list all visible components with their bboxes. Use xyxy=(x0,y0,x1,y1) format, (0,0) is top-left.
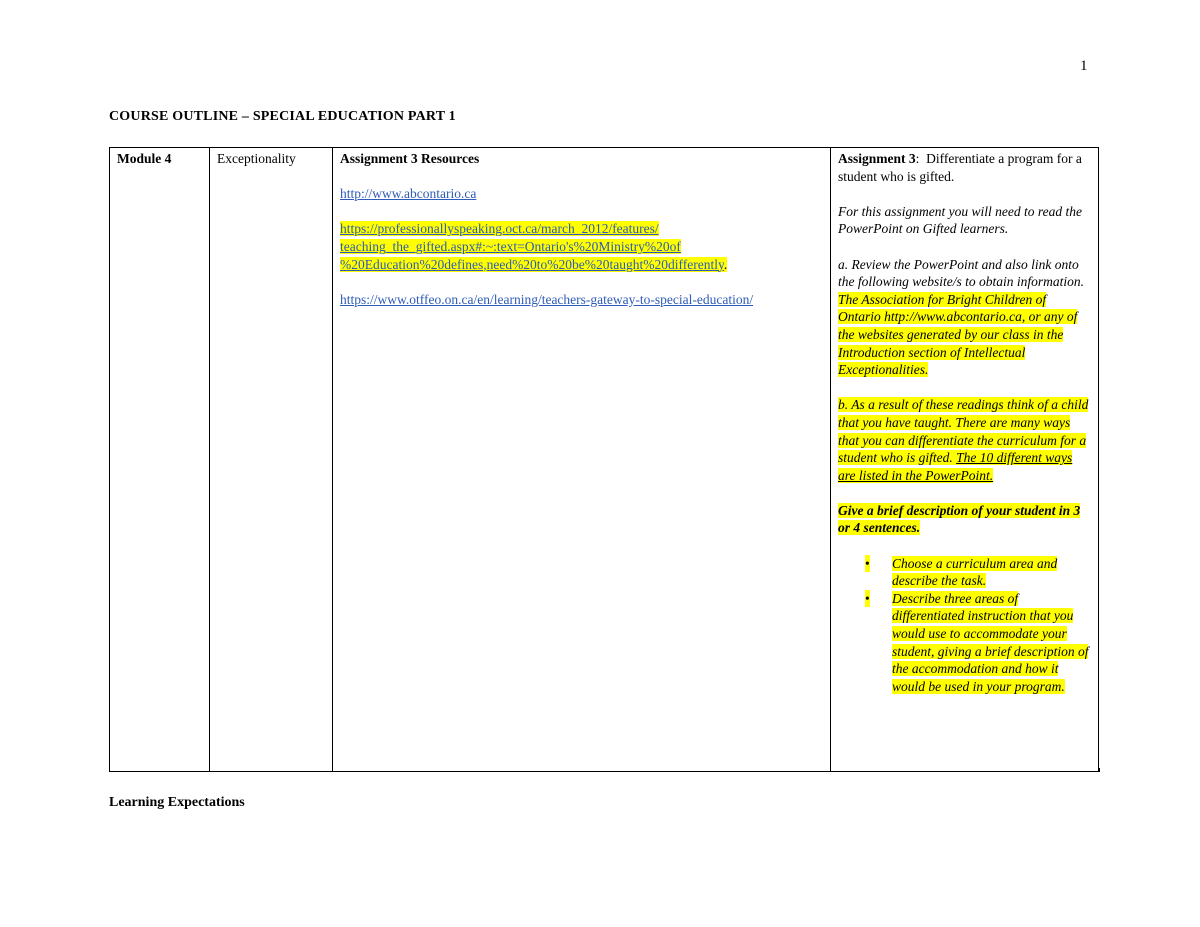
assignment-title-text: Differentiate a program for a student who is gifted. xyxy=(838,151,1086,184)
professionally-speaking-link-line-3[interactable]: %20Education%20defines,need%20to%20be%20taught%20differently xyxy=(340,256,724,272)
course-outline-table xyxy=(109,147,1099,772)
page-number: 1 xyxy=(1080,58,1088,74)
list-item xyxy=(892,590,1091,696)
topic-cell xyxy=(210,148,333,772)
assignment-colon: : xyxy=(915,151,920,166)
assignment-title xyxy=(838,150,1091,185)
table-corner-mark xyxy=(1098,768,1100,772)
part-b-underlined: The 10 different ways are listed in the PowerPoint. xyxy=(838,450,1073,483)
table-row xyxy=(110,148,1099,772)
assignment-cell xyxy=(831,148,1099,772)
assignment-label: Assignment 3 xyxy=(838,151,916,166)
assignment-intro: For this assignment you will need to read the PowerPoint on Gifted learners. xyxy=(838,203,1082,237)
instruction-text: Give a brief description of your student in 3 or 4 sentences. xyxy=(838,502,1081,536)
part-a-highlight: The Association for Bright Children of Ontario http://www.abcontario.ca, or any of the websites generated by our class in the Introduction section of Intellectual Exceptionalities. xyxy=(838,291,1078,378)
learning-expectations-heading: Learning Expectations xyxy=(109,795,245,810)
list-item xyxy=(892,555,1091,590)
part-b xyxy=(838,396,1091,484)
professionally-speaking-link-line-2[interactable]: teaching_the_gifted.aspx#:~:text=Ontario's%20Ministry%20of xyxy=(340,238,681,254)
otffeo-link[interactable]: https://www.otffeo.on.ca/en/learning/teachers-gateway-to-special-education/ xyxy=(340,291,754,307)
module-label: Module 4 xyxy=(117,151,172,166)
part-a-text: a. Review the PowerPoint and also link onto the following website/s to obtain information. xyxy=(838,256,1085,290)
resources-cell xyxy=(333,148,831,772)
topic-label: Exceptionality xyxy=(217,151,296,166)
part-a xyxy=(838,256,1091,379)
professionally-speaking-link-line-1[interactable]: https://professionallyspeaking.oct.ca/march_2012/features/ xyxy=(340,221,659,237)
document-title: COURSE OUTLINE – SPECIAL EDUCATION PART 1 xyxy=(109,109,456,124)
link-period: . xyxy=(723,256,728,272)
part-b-text: b. As a result of these readings think of a child that you have taught. There are many ways that you can differentiate the curriculum for a student who is gifted. xyxy=(838,397,1089,466)
task-list xyxy=(838,555,1091,696)
abcontario-link[interactable]: http://www.abcontario.ca xyxy=(340,186,477,202)
resources-heading: Assignment 3 Resources xyxy=(340,151,480,166)
instruction xyxy=(838,502,1091,537)
professionally-speaking-link-block xyxy=(340,220,823,273)
module-cell xyxy=(110,148,210,772)
task-text: Describe three areas of differentiated instruction that you would use to accommodate your student, giving a brief description of the accommodation and how it would be used in your program. xyxy=(892,590,1089,694)
task-text: Choose a curriculum area and describe the task. xyxy=(892,555,1058,589)
